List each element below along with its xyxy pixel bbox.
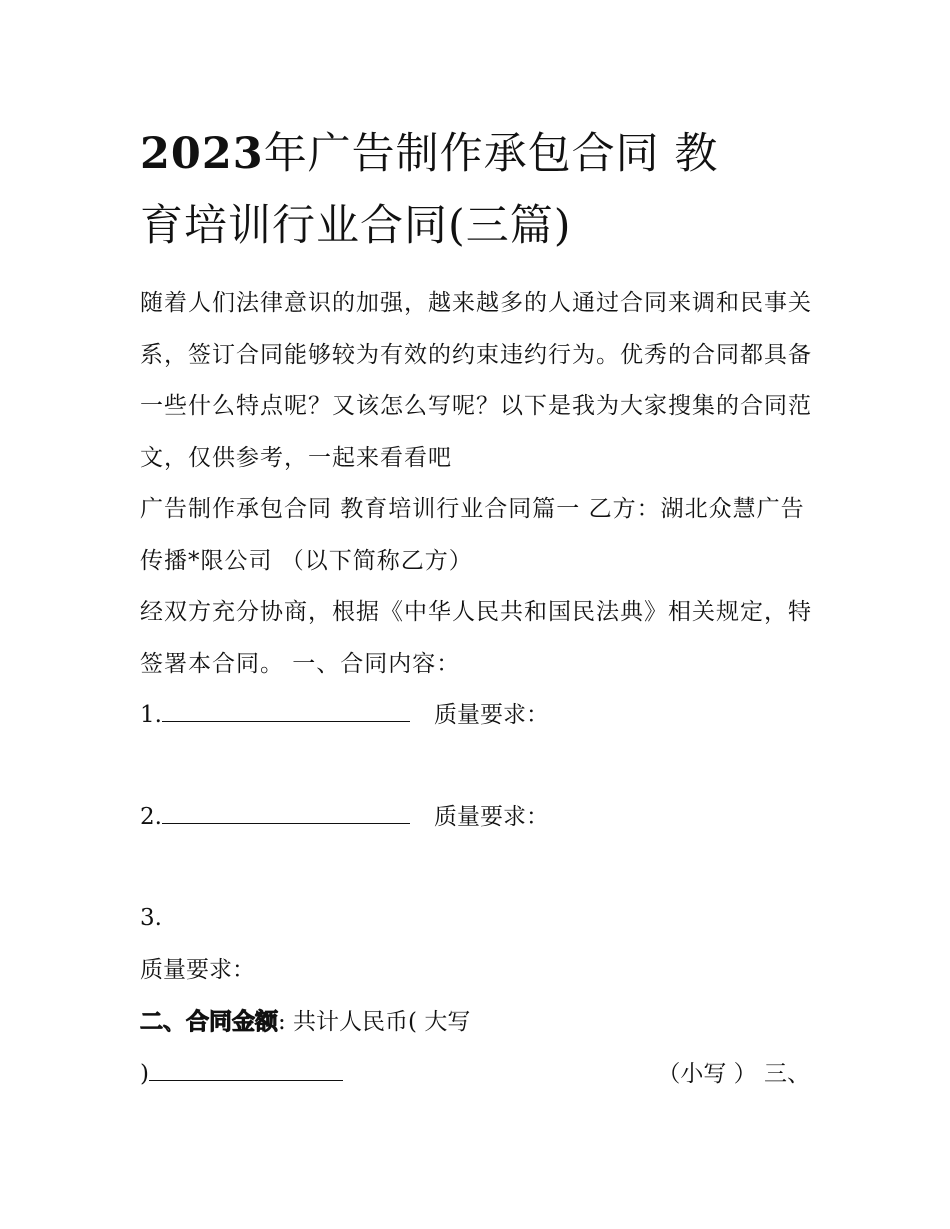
blank-line: [162, 701, 410, 722]
title-year: 2023: [140, 129, 264, 179]
spacer: [140, 843, 820, 893]
amount-lowercase-label: （小写 ） 三、: [657, 1060, 810, 1087]
blank-line: [149, 1060, 343, 1081]
amount-paren: ): [140, 1060, 149, 1087]
contract-item-3: [140, 893, 820, 945]
contract-amount-line: [140, 996, 820, 1049]
item-number: 3.: [140, 905, 162, 931]
document-page: [140, 118, 820, 1100]
item-number: 2.: [140, 803, 162, 830]
contract-amount-label: 二、合同金额: [140, 1008, 278, 1035]
contract-item-1: [140, 690, 820, 742]
amount-fill-line: [140, 1049, 820, 1101]
item-number: 1.: [140, 702, 162, 728]
blank-line: [162, 803, 410, 824]
contract-amount-text: : 共计人民币( 大写: [278, 1009, 471, 1035]
quality-requirement-item-3: 质量要求：: [140, 956, 255, 983]
title-line1: 年广告制作承包合同 教: [263, 129, 719, 179]
document-title: [140, 118, 820, 262]
section-heading: 广告制作承包合同 教育培训行业合同篇一 乙方：湖北众慧广告传播*限公司 （以下简称乙方）: [140, 496, 805, 574]
quality-requirement-label: 质量要求：: [433, 803, 549, 830]
intro-paragraph: 随着人们法律意识的加强，越来越多的人通过合同来调和民事关系，签订合同能够较为有效的约束违约行为。优秀的合同都具备一些什么特点呢？又该怎么写呢？以下是我为大家搜集的合同范文，仅供参考，一起来看看吧: [140, 290, 812, 471]
title-line2: 育培训行业合同(三篇): [140, 201, 572, 251]
agreement-paragraph: 经双方充分协商，根据《中华人民共和国民法典》相关规定，特签署本合同。 一、合同内容：: [140, 599, 812, 677]
spacer: [140, 742, 820, 792]
contract-item-2: [140, 792, 820, 844]
quality-requirement-label: 质量要求：: [433, 702, 549, 728]
